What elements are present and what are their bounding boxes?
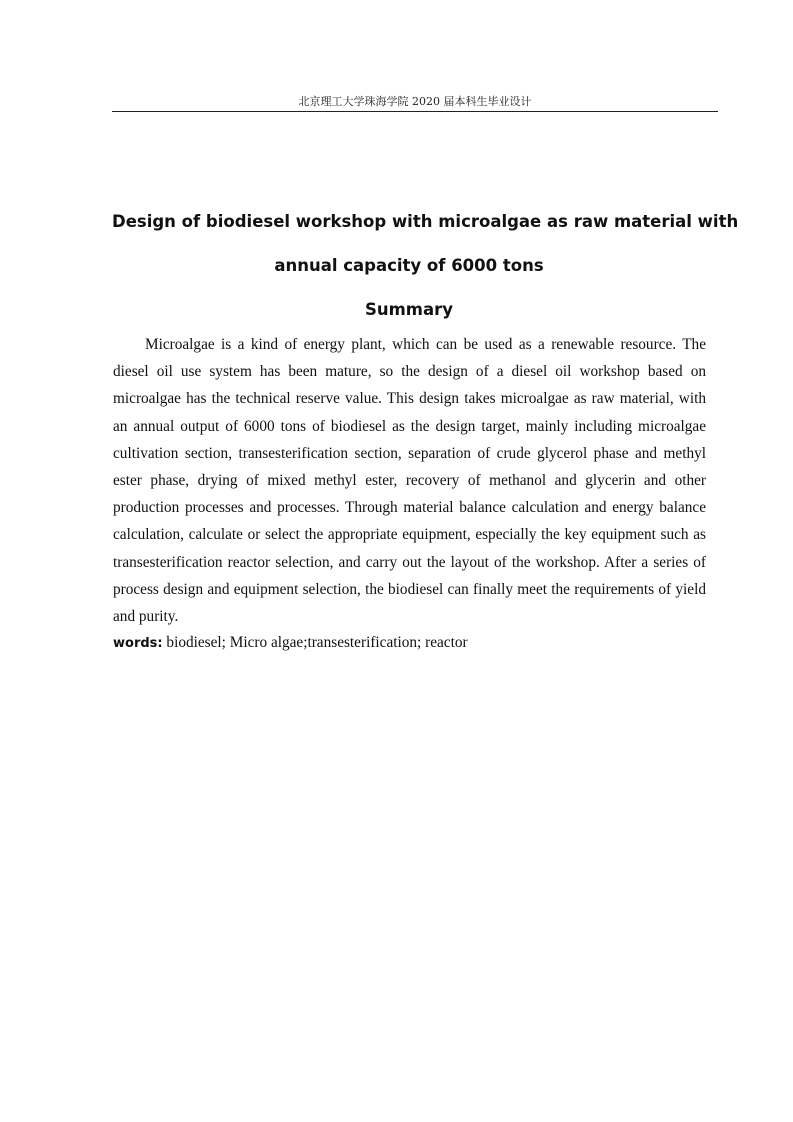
document-title (112, 200, 739, 288)
header-divider (112, 111, 718, 112)
keywords-label: words: (113, 636, 163, 651)
summary-body: Microalgae is a kind of energy plant, which can be used as a renewable resource. The diesel oil use system has been mature, so the design of a diesel oil workshop based on microalgae has the technical reserve value. This design takes microalgae as raw material, with an annual output of 6000 tons of biodiesel as the design target, mainly including microalgae cultivation section, transesterification section, separation of crude glycerol phase and methyl ester phase, drying of mixed methyl ester, recovery of methanol and glycerin and other production processes and processes. Through material balance calculation and energy balance calculation, calculate or select the appropriate equipment, especially the key equipment such as transesterification reactor selection, and carry out the layout of the workshop. After a series of process design and equipment selection, the biodiesel can finally meet the requirements of yield and purity. (113, 336, 706, 626)
running-header: 北京理工大学珠海学院 2020 届本科生毕业设计 (298, 95, 532, 108)
title-line-1: Design of biodiesel workshop with microalgae as raw material with (112, 212, 739, 231)
summary-heading: Summary (364, 300, 454, 319)
keywords-text: biodiesel; Micro algae;transesterification; reactor (162, 634, 468, 651)
title-line-2: annual capacity of 6000 tons (274, 256, 544, 275)
keywords-line (113, 629, 706, 657)
